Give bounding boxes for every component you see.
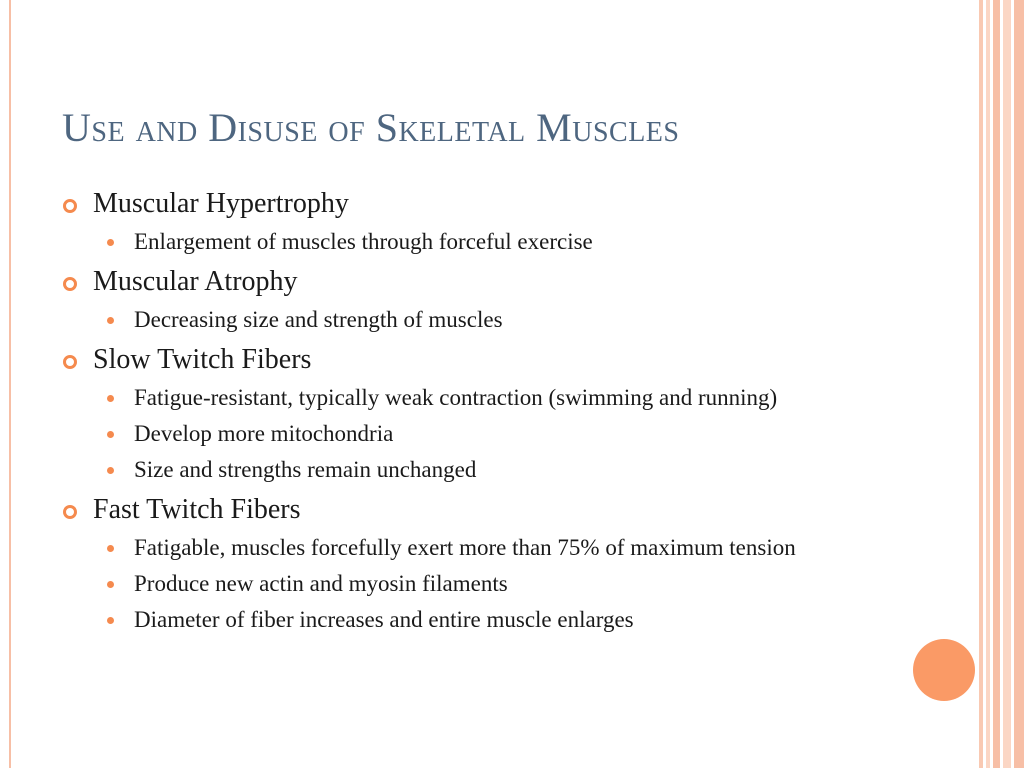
sub-bullet [62,568,862,600]
dot-bullet-icon [107,395,114,402]
slide-content [62,186,862,636]
sub-bullet-text: Produce new actin and myosin filaments [134,571,508,596]
sub-bullet-text: Develop more mitochondria [134,421,394,446]
sub-bullet-text: Fatigue-resistant, typically weak contraction (swimming and running) [134,385,778,410]
sub-bullet [62,532,862,564]
sub-bullet [62,226,862,258]
sub-bullet [62,454,862,486]
sub-bullet [62,382,862,414]
slide-title: Use and Disuse of Skeletal Muscles [62,105,680,150]
dot-bullet-icon [107,467,114,474]
right-stripe [993,0,1000,768]
right-stripe [979,0,983,768]
sub-bullet-text: Enlargement of muscles through forceful exercise [134,229,593,254]
ring-bullet-icon [63,505,77,519]
left-border-line [9,0,11,768]
decorative-circle [913,639,975,701]
bullet-heading [62,342,862,378]
dot-bullet-icon [107,239,114,246]
bullet-heading [62,264,862,300]
dot-bullet-icon [107,545,114,552]
dot-bullet-icon [107,431,114,438]
heading-text: Slow Twitch Fibers [93,344,312,375]
sub-bullet [62,304,862,336]
heading-text: Fast Twitch Fibers [93,494,301,525]
ring-bullet-icon [63,355,77,369]
right-stripe [1014,0,1024,768]
sub-bullet-text: Fatigable, muscles forcefully exert more than 75% of maximum tension [134,535,796,560]
bullet-heading [62,186,862,222]
sub-bullet-text: Diameter of fiber increases and entire muscle enlarges [134,607,634,632]
right-stripe [986,0,990,768]
ring-bullet-icon [63,277,77,291]
bullet-heading [62,492,862,528]
heading-text: Muscular Atrophy [93,266,298,297]
heading-text: Muscular Hypertrophy [93,188,349,219]
dot-bullet-icon [107,317,114,324]
dot-bullet-icon [107,581,114,588]
sub-bullet [62,604,862,636]
ring-bullet-icon [63,199,77,213]
dot-bullet-icon [107,617,114,624]
right-stripe [1003,0,1011,768]
sub-bullet [62,418,862,450]
sub-bullet-text: Size and strengths remain unchanged [134,457,477,482]
sub-bullet-text: Decreasing size and strength of muscles [134,307,503,332]
